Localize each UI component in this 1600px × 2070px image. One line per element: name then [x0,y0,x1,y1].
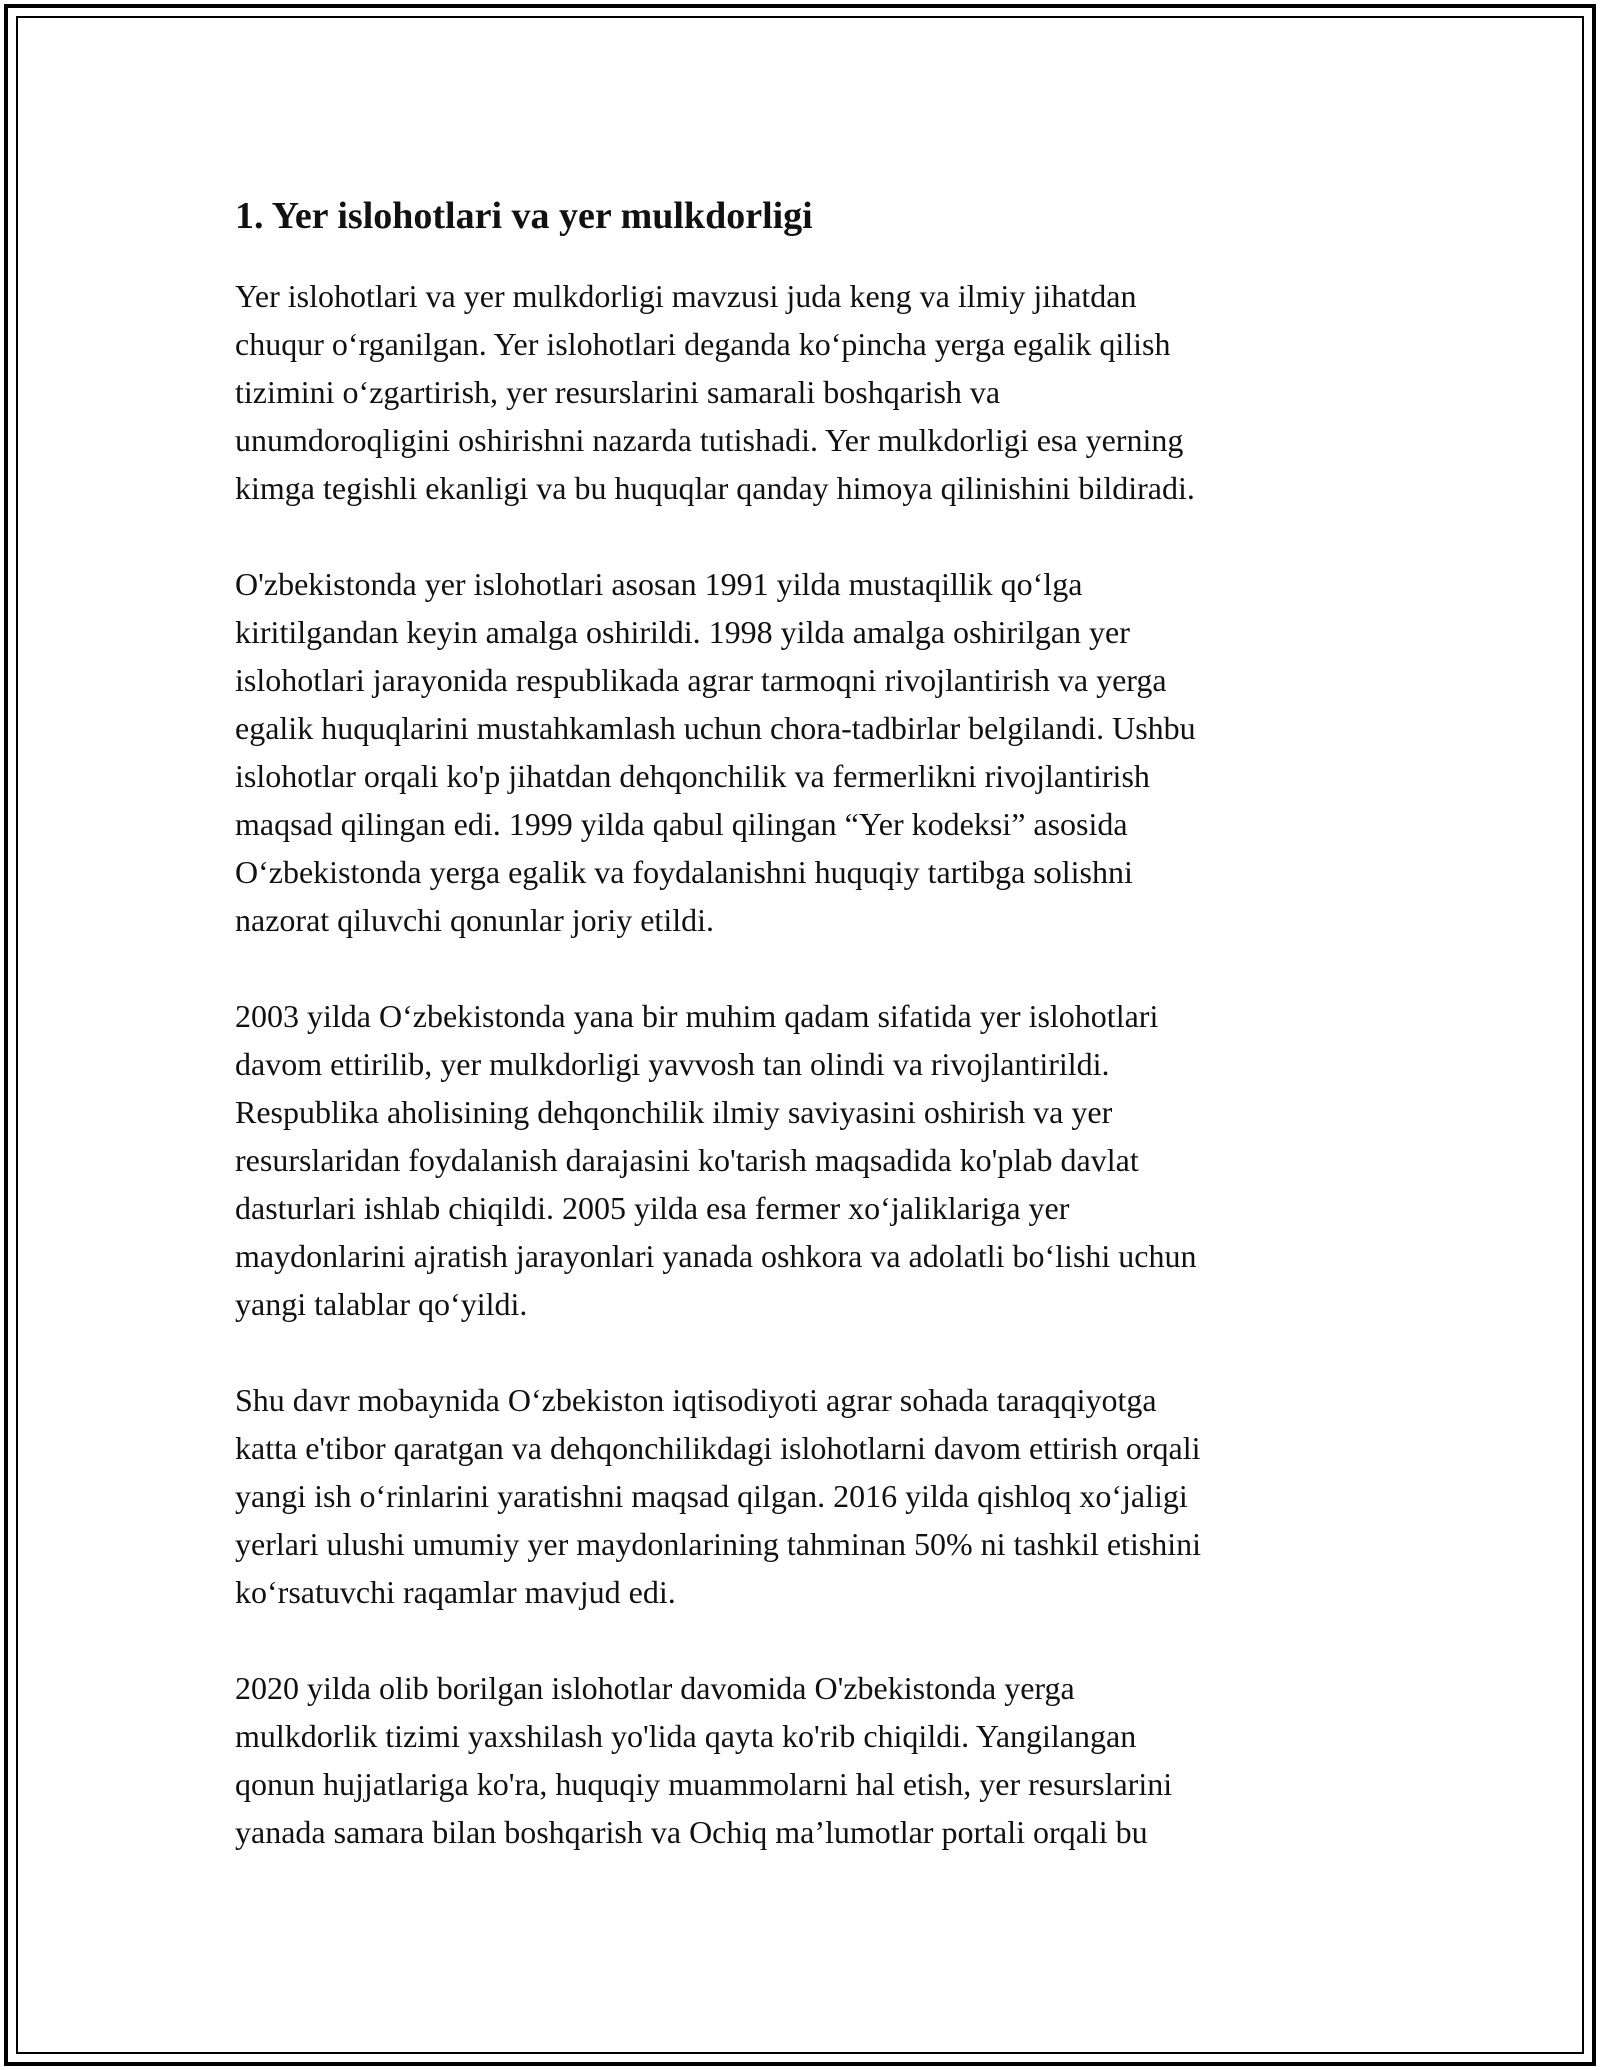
paragraph-5: 2020 yilda olib borilgan islohotlar davomida O'zbekistonda yerga mulkdorlik tizimi yaxshilash yo'lida qayta ko'rib chiqildi. Yangilangan qonun hujjatlariga ko'ra, huquqiy muammolarni hal etish, yer resurslarini yanada samara bilan boshqarish va Ochiq maʼlumotlar portali orqali bu [235,1670,1173,1850]
section-heading: 1. Yer islohotlari va yer mulkdorligi [235,195,813,237]
paragraph-2: O'zbekistonda yer islohotlari asosan 1991 yilda mustaqillik qoʻlga kiritilgandan keyin amalga oshirildi. 1998 yilda amalga oshirilgan yer islohotlari jarayonida respublikada agrar tarmoqni rivojlantirish va yerga egalik huquqlarini mustahkamlash uchun chora-tadbirlar belgilandi. Ushbu islohotlar orqali ko'p jihatdan dehqonchilik va fermerlikni rivojlantirish maqsad qilingan edi. 1999 yilda qabul qilingan “Yer kodeksi” asosida Oʻzbekistonda yerga egalik va foydalanishni huquqiy tartibga solishni nazorat qiluvchi qonunlar joriy etildi. [235,566,1196,938]
document-body [235,188,1370,1904]
paragraph-3: 2003 yilda Oʻzbekistonda yana bir muhim qadam sifatida yer islohotlari davom ettirilib, yer mulkdorligi yavvosh tan olindi va rivojlantirildi. Respublika aholisining dehqonchilik ilmiy saviyasini oshirish va yer resurslaridan foydalanish darajasini ko'tarish maqsadida ko'plab davlat dasturlari ishlab chiqildi. 2005 yilda esa fermer xoʻjaliklariga yer maydonlarini ajratish jarayonlari yanada oshkora va adolatli boʻlishi uchun yangi talablar qoʻyildi. [235,998,1197,1322]
paragraph-1: Yer islohotlari va yer mulkdorligi mavzusi juda keng va ilmiy jihatdan chuqur oʻrganilgan. Yer islohotlari deganda koʻpincha yerga egalik qilish tizimini oʻzgartirish, yer resurslarini samarali boshqarish va unumdoroqligini oshirishni nazarda tutishadi. Yer mulkdorligi esa yerning kimga tegishli ekanligi va bu huquqlar qanday himoya qilinishini bildiradi. [235,278,1195,506]
paragraph-4: Shu davr mobaynida Oʻzbekiston iqtisodiyoti agrar sohada taraqqiyotga katta e'tibor qaratgan va dehqonchilikdagi islohotlarni davom ettirish orqali yangi ish oʻrinlarini yaratishni maqsad qilgan. 2016 yilda qishloq xoʻjaligi yerlari ulushi umumiy yer maydonlarining tahminan 50% ni tashkil etishini koʻrsatuvchi raqamlar mavjud edi. [235,1382,1202,1610]
